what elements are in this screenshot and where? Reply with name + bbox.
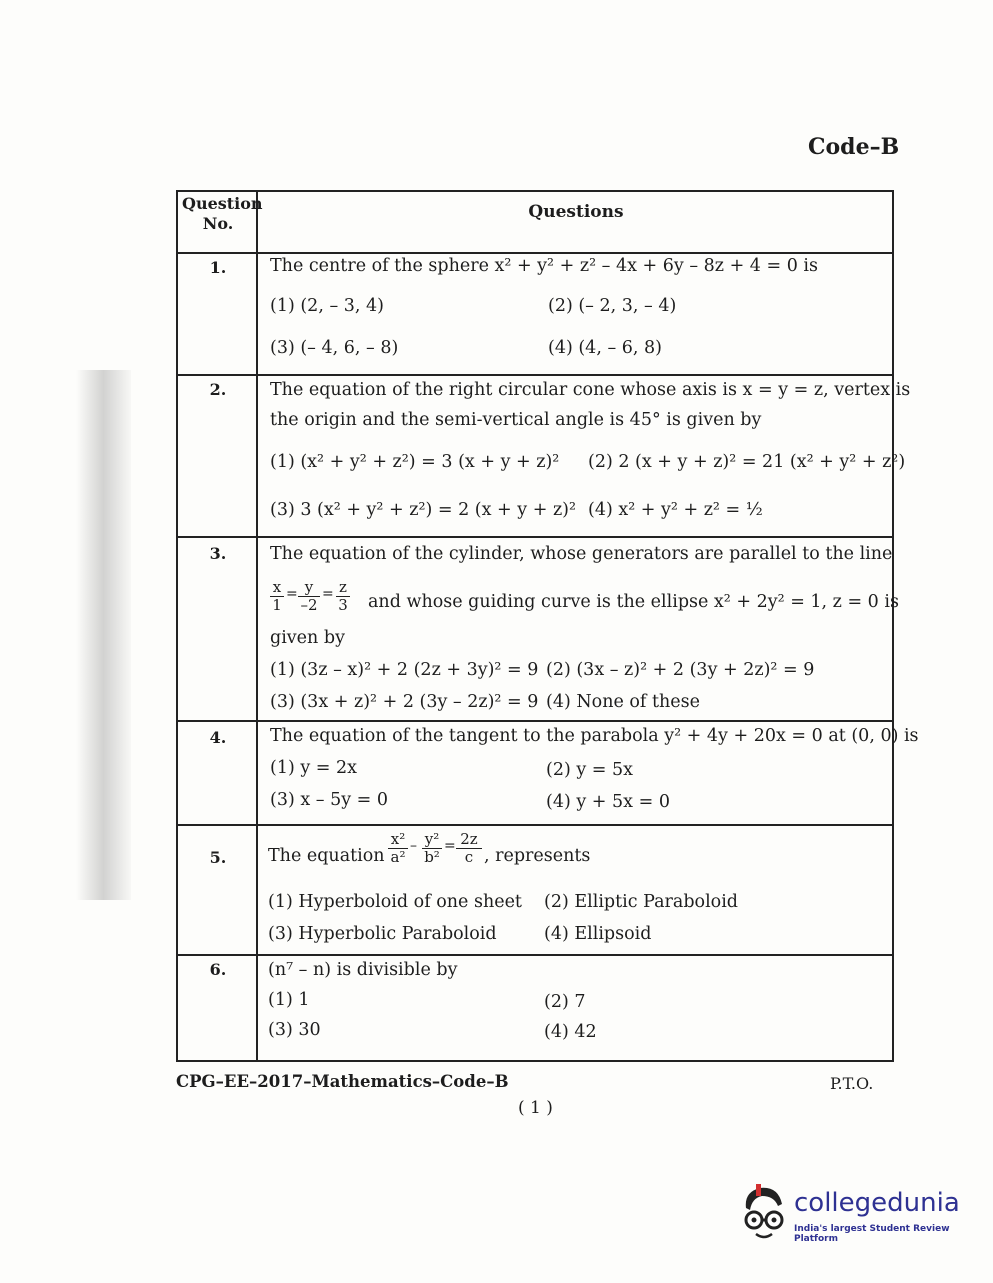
collegedunia-logo — [738, 1182, 968, 1252]
question-text: The equation of the tangent to the parabola y² + 4y + 20x = 0 at (0, 0) is — [270, 726, 919, 746]
option-4: (4) x² + y² + z² = ½ — [588, 500, 763, 520]
option-2: (2) 2 (x + y + z)² = 21 (x² + y² + z²) — [588, 452, 906, 472]
footer-pto: P.T.O. — [830, 1074, 874, 1093]
question-text: (n⁷ – n) is divisible by — [268, 960, 458, 980]
question-text-line2: and whose guiding curve is the ellipse x² + 2y² = 1, z = 0 is — [368, 592, 899, 612]
option-3: (3) 3 (x² + y² + z²) = 2 (x + y + z)² — [270, 500, 577, 520]
option-4: (4) Ellipsoid — [544, 924, 652, 944]
option-1: (1) 1 — [268, 990, 310, 1010]
option-3: (3) x – 5y = 0 — [270, 790, 389, 810]
option-4: (4) y + 5x = 0 — [546, 792, 670, 812]
fraction-2z-c: 2z c — [456, 832, 482, 865]
minus-sign: – — [410, 838, 417, 854]
question-number: 5. — [209, 848, 227, 867]
option-1: (1) y = 2x — [270, 758, 358, 778]
paper-code: Code–B — [808, 134, 900, 160]
scan-shadow — [76, 370, 131, 900]
row-divider — [178, 954, 892, 956]
question-number: 6. — [209, 960, 227, 979]
option-3: (3) Hyperbolic Paraboloid — [268, 924, 497, 944]
question-table — [176, 190, 919, 1062]
row-divider — [178, 374, 892, 376]
footer-paper-id: CPG–EE–2017–Mathematics–Code–B — [176, 1072, 509, 1091]
header-question-no: Question No. — [182, 194, 263, 233]
mascot-icon — [738, 1182, 790, 1242]
question-text: The centre of the sphere x² + y² + z² – 4x + 6y – 8z + 4 = 0 is — [270, 256, 819, 276]
page-number: ( 1 ) — [518, 1098, 553, 1118]
option-4: (4) (4, – 6, 8) — [548, 338, 662, 358]
option-2: (2) (3x – z)² + 2 (3y + 2z)² = 9 — [546, 660, 815, 680]
row-divider — [178, 720, 892, 722]
question-text-line2: , represents — [484, 846, 591, 866]
fraction-y2-b2: y² b² — [422, 832, 442, 865]
option-1: (1) Hyperboloid of one sheet — [268, 892, 522, 912]
question-number: 4. — [209, 728, 227, 747]
row-divider — [178, 252, 892, 254]
option-3: (3) (3x + z)² + 2 (3y – 2z)² = 9 — [270, 692, 539, 712]
option-4: (4) 42 — [544, 1022, 597, 1042]
option-3: (3) 30 — [268, 1020, 321, 1040]
option-1: (1) (2, – 3, 4) — [270, 296, 384, 316]
option-2: (2) 7 — [544, 992, 586, 1012]
logo-name: collegedunia — [794, 1188, 960, 1218]
question-text: The equation of the right circular cone whose axis is x = y = z, vertex is — [270, 380, 911, 400]
column-divider — [256, 192, 258, 1060]
option-2: (2) Elliptic Paraboloid — [544, 892, 739, 912]
header-questions: Questions — [528, 202, 624, 222]
option-3: (3) (– 4, 6, – 8) — [270, 338, 399, 358]
question-number: 3. — [209, 544, 227, 563]
fraction-x2-a2: x² a² — [388, 832, 408, 865]
option-4: (4) None of these — [546, 692, 700, 712]
question-number: 2. — [209, 380, 227, 399]
fraction-x: x 1 — [270, 580, 284, 613]
fraction-z: z 3 — [336, 580, 350, 613]
row-divider — [178, 536, 892, 538]
fraction-y: y –2 — [298, 580, 320, 613]
question-text-line2: the origin and the semi-vertical angle is 45° is given by — [270, 410, 762, 430]
question-number: 1. — [209, 258, 227, 277]
option-2: (2) y = 5x — [546, 760, 634, 780]
logo-tagline: India's largest Student Review Platform — [794, 1224, 950, 1244]
option-1: (1) (3z – x)² + 2 (2z + 3y)² = 9 — [270, 660, 539, 680]
equals-sign: = — [286, 586, 298, 602]
question-text-line3: given by — [270, 628, 345, 648]
question-text: The equation — [268, 846, 385, 866]
option-1: (1) (x² + y² + z²) = 3 (x + y + z)² — [270, 452, 560, 472]
equals-sign: = — [444, 838, 456, 854]
option-2: (2) (– 2, 3, – 4) — [548, 296, 677, 316]
equals-sign: = — [322, 586, 334, 602]
question-text: The equation of the cylinder, whose generators are parallel to the line — [270, 544, 893, 564]
row-divider — [178, 824, 892, 826]
